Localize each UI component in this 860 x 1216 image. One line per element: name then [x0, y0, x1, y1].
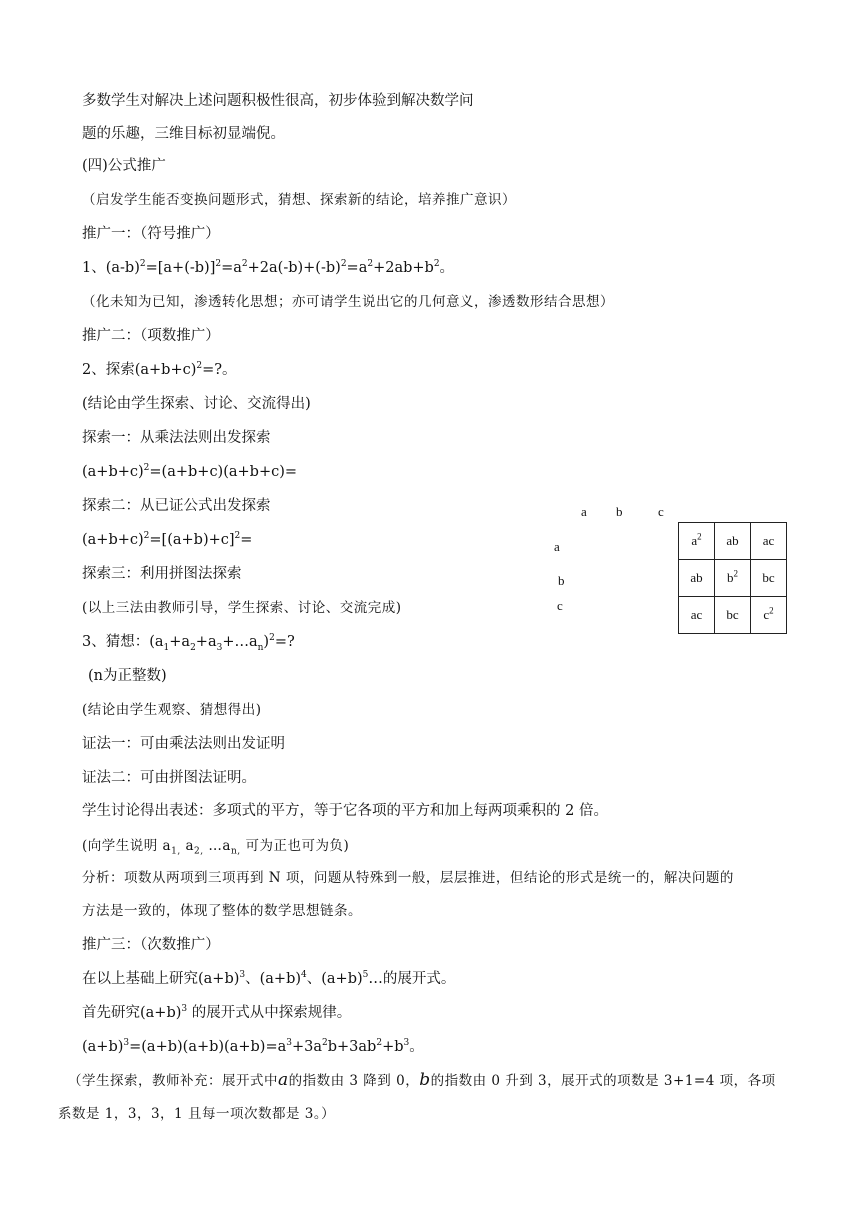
paragraph-line: （启发学生能否变换问题形式，猜想、探索新的结论，培养推广意识）: [82, 192, 516, 208]
side-label: b: [558, 573, 565, 588]
grid-cell: bc: [715, 597, 751, 634]
paragraph-line: 题的乐趣，三维目标初显端倪。: [82, 126, 285, 142]
grid-cell: ac: [751, 523, 787, 560]
paragraph-line: (结论由学生观察、猜想得出): [82, 702, 262, 718]
paragraph-line: 多数学生对解决上述问题积极性很高，初步体验到解决数学问: [82, 93, 474, 109]
paragraph-line: (n为正整数): [88, 668, 167, 684]
paragraph-line: 推广一：（符号推广）: [82, 226, 220, 242]
paragraph-line: 证法二：可由拼图法证明。: [82, 770, 256, 786]
paragraph-line: 系数是 1，3，3，1 且每一项次数都是 3。）: [58, 1106, 336, 1122]
grid-cell: bc: [751, 560, 787, 597]
section-heading: (四)公式推广: [82, 158, 166, 174]
top-label: a: [581, 504, 587, 519]
formula-line: $(a+b+c)^2=(a+b+c)(a+b+c)=$: [82, 463, 298, 480]
grid-cell: $b^2$: [715, 560, 751, 597]
side-label: c: [557, 598, 563, 613]
paragraph-line: （化未知为已知，渗透转化思想；亦可请学生说出它的几何意义，渗透数形结合思想）: [82, 294, 614, 310]
paragraph-line: 推广二：（项数推广）: [82, 328, 220, 344]
formula-line: 首先研究$(a+b)^3$ 的展开式从中探索规律。: [82, 1004, 352, 1021]
formula-line: $(a+b)^3=(a+b)(a+b)(a+b)=a^3+3a^2b+3ab^2+b^3$。: [82, 1038, 424, 1055]
formula-line: 1、$(a-b)^2=[a+(-b)]^2=a^2+2a(-b)+(-b)^2=a^2+2ab+b^2$。: [82, 259, 455, 276]
side-label: a: [554, 539, 560, 554]
formula-line: (向学生说明 $a_{1,}$ $a_{2,}$ $\dots a_{n,}$ 可为正也可为负): [82, 838, 350, 857]
area-grid: [678, 522, 787, 634]
formula-line: 在以上基础上研究$(a+b)^3$、$(a+b)^4$、$(a+b)^5\dots$的展开式。: [82, 970, 456, 987]
paragraph-line: （学生探索，教师补充：展开式中a的指数由 3 降到 0，b的指数由 0 升到 3，展开式的项数是 3+1=4 项，各项: [68, 1070, 776, 1090]
paragraph-line: 探索二：从已证公式出发探索: [82, 498, 271, 514]
paragraph-line: 方法是一致的，体现了整体的数学思想链条。: [82, 903, 362, 919]
paragraph-line: 探索三：利用拼图法探索: [82, 566, 242, 582]
grid-cell: ac: [679, 597, 715, 634]
paragraph-line: 学生讨论得出表述：多项式的平方，等于它各项的平方和加上每两项乘积的 2 倍。: [82, 803, 608, 819]
paragraph-line: 证法一：可由乘法法则出发证明: [82, 736, 285, 752]
grid-cell: $c^2$: [751, 597, 787, 634]
top-label: c: [658, 504, 664, 519]
grid-cell: ab: [679, 560, 715, 597]
formula-line: 2、探索$(a+b+c)^2=$?。: [82, 361, 237, 378]
paragraph-line: (结论由学生探索、讨论、交流得出): [82, 396, 311, 412]
top-label: b: [616, 504, 623, 519]
formula-line: 3、猜想：$(a_1+a_2+a_3+\dots a_n)^2=$?: [82, 633, 295, 653]
grid-cell: $a^2$: [679, 523, 715, 560]
paragraph-line: (以上三法由教师引导，学生探索、讨论、交流完成): [82, 600, 402, 616]
formula-line: $(a+b+c)^2=[(a+b)+c]^2=$: [82, 531, 253, 548]
paragraph-line: 探索一：从乘法法则出发探索: [82, 430, 271, 446]
paragraph-line: 分析：项数从两项到三项再到 N 项，问题从特殊到一般，层层推进，但结论的形式是统一的，解决问题的: [82, 870, 734, 886]
grid-cell: ab: [715, 523, 751, 560]
paragraph-line: 推广三：（次数推广）: [82, 937, 220, 953]
